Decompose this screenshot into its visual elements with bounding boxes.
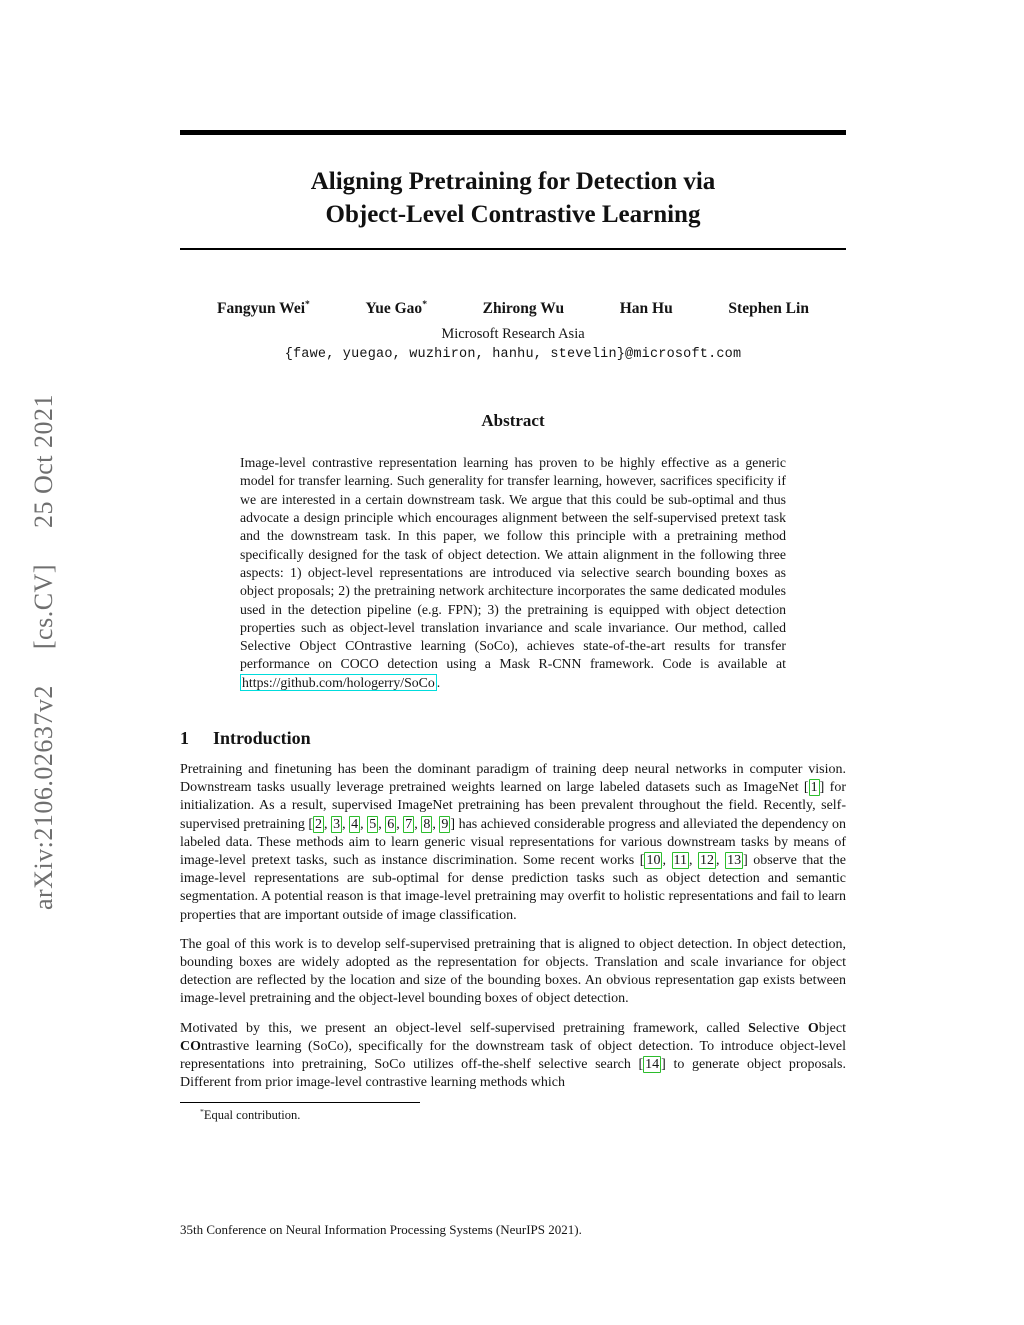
title-rule (180, 248, 846, 250)
citation-link[interactable]: 13 (727, 853, 742, 869)
author-5 (728, 299, 809, 318)
intro-paragraph-1 (180, 761, 846, 925)
citation-link[interactable]: 8 (423, 816, 431, 832)
author-4 (620, 299, 673, 318)
arxiv-banner (29, 394, 59, 910)
text-segment: S (748, 1020, 756, 1036)
paper-title (180, 165, 846, 231)
text-segment: bject (818, 1020, 846, 1036)
author-name: Fangyun Wei (217, 300, 306, 318)
citation-link[interactable]: 10 (646, 853, 661, 869)
citation-link[interactable]: 5 (369, 816, 377, 832)
text-segment: ] to generate object proposals. Different from prior image-level contrastive learning methods which (180, 1057, 847, 1091)
citation-link[interactable]: 6 (387, 816, 395, 832)
author-mark: * (305, 299, 310, 310)
citation-link[interactable]: 9 (441, 816, 449, 832)
arxiv-date: 25 Oct 2021 (29, 393, 58, 529)
author-name: Stephen Lin (728, 300, 809, 318)
top-rule (180, 130, 846, 135)
text-segment: CO (180, 1038, 201, 1054)
paper-content (180, 0, 846, 1124)
abstract-body (240, 454, 786, 692)
footnote-mark: * (200, 1107, 204, 1117)
citation-link[interactable]: 2 (315, 816, 323, 832)
citation-link[interactable]: 1 (810, 780, 818, 796)
arxiv-id: arXiv:2106.02637v2 (29, 685, 58, 911)
text-segment: , (716, 853, 726, 869)
text-segment: , (414, 816, 422, 832)
text-segment: , (432, 816, 440, 832)
author-emails: {fawe, yuegao, wuzhiron, hanhu, stevelin}@microsoft.com (284, 347, 742, 363)
intro-paragraph-2 (180, 936, 846, 1009)
affiliation: Microsoft Research Asia (441, 326, 585, 343)
author-name: Zhirong Wu (482, 300, 565, 318)
author-name: Yue Gao (365, 300, 423, 318)
text-segment: ] has achieved considerable progress and alleviated the dependency on labeled data. These methods aim to learn generic visual representations for various downstream tasks by means of image-level pretext tasks, such as instance discrimination. Some recent works [ (180, 816, 847, 869)
author-1 (217, 299, 310, 318)
author-3 (483, 299, 564, 318)
text-segment: O (807, 1020, 819, 1036)
text-segment: , (342, 816, 350, 832)
text-segment: elective (755, 1020, 808, 1036)
footnote-text: Equal contribution. (203, 1108, 301, 1123)
text-segment: , (662, 853, 672, 869)
conference-footer: 35th Conference on Neural Information Processing Systems (NeurIPS 2021). (180, 1222, 582, 1237)
text-segment: , (324, 816, 332, 832)
section-number: 1 (180, 728, 189, 749)
text-segment: , (688, 853, 699, 869)
citation-link[interactable]: 4 (351, 816, 359, 832)
text-segment: Pretraining and finetuning has been the dominant paradigm of training deep neural networks in computer vision. Downstream tasks usually leverage pretrained weights learned on large labeled datasets such as ImageNet [ (180, 762, 846, 796)
intro-paragraph-3 (180, 1020, 846, 1093)
author-mark: * (422, 299, 427, 310)
paper-title-line1: Aligning Pretraining for Detection via (310, 168, 716, 195)
citation-link[interactable]: 14 (645, 1057, 660, 1073)
citation-link[interactable]: 12 (700, 853, 715, 869)
citation-link[interactable]: 7 (405, 816, 413, 832)
paper-title-line2: Object-Level Contrastive Learning (325, 201, 701, 228)
text-segment: ] for initialization. As a result, supervised ImageNet pretraining has been prevalent throughout the field. Recently, self-supervised pretraining [ (180, 780, 846, 832)
text-segment: , (378, 816, 386, 832)
section-title: Introduction (213, 728, 311, 749)
author-2 (365, 299, 427, 318)
citation-link[interactable]: 3 (333, 816, 341, 832)
code-repository-link[interactable]: https://github.com/hologerry/SoCo (242, 674, 435, 690)
arxiv-category: [cs.CV] (29, 564, 58, 650)
text-segment: The goal of this work is to develop self-supervised pretraining that is aligned to object detection. In object detection, bounding boxes are widely adopted as the representation for objects. Translation and scale invariance for object detection are reflected by the location and size of the bounding boxes. An obvious representation gap exists between image-level pretraining and the object-level bounding boxes of object detection. (180, 936, 846, 1007)
abstract-heading: Abstract (481, 411, 545, 431)
text-segment: , (360, 816, 368, 832)
footnote (180, 1107, 846, 1123)
text-segment: . (436, 674, 441, 690)
text-segment: Image-level contrastive representation learning has proven to be highly effective as a generic model for transfer learning. Such generality for transfer learning, however, sacrifices specificity if we are interested in a certain downstream task. We argue that this could be sub-optimal and thus advocate a design principle which encourages alignment between the self-supervised pretext task and the downstream task. In this paper, we follow this principle with a pretraining method specifically designed for the task of object detection. We attain alignment in the following three aspects: 1) object-level representations are introduced via selective search bounding boxes as object proposals; 2) the pretraining network architecture incorporates the same dedicated modules used in the detection pipeline (e.g. FPN); 3) the pretraining is equipped with object detection properties such as object-level translation invariance and scale invariance. Our method, called Selective Object COntrastive learning (SoCo), achieves state-of-the-art results for transfer performance on COCO detection using a Mask R-CNN framework. Code is available at (240, 455, 786, 672)
text-segment: ntrastive learning (SoCo), specifically for the downstream task of object detection. To introduce object-level representations into pretraining, SoCo utilizes off-the-shelf selective search [ (180, 1038, 846, 1073)
author-name: Han Hu (619, 300, 673, 318)
text-segment: , (396, 816, 404, 832)
citation-link[interactable]: 11 (673, 853, 687, 869)
authors-row (217, 299, 809, 318)
text-segment: ] observe that the image-level representations are sub-optimal for dense prediction tasks such as object detection and semantic segmentation. A potential reason is that image-level pretraining may overfit to holistic representations and fail to learn properties that are important outside of image classification. (180, 853, 847, 923)
section-heading-introduction (180, 728, 846, 749)
text-segment: Motivated by this, we present an object-level self-supervised pretraining framework, called (180, 1020, 749, 1036)
footnote-rule (180, 1102, 420, 1103)
